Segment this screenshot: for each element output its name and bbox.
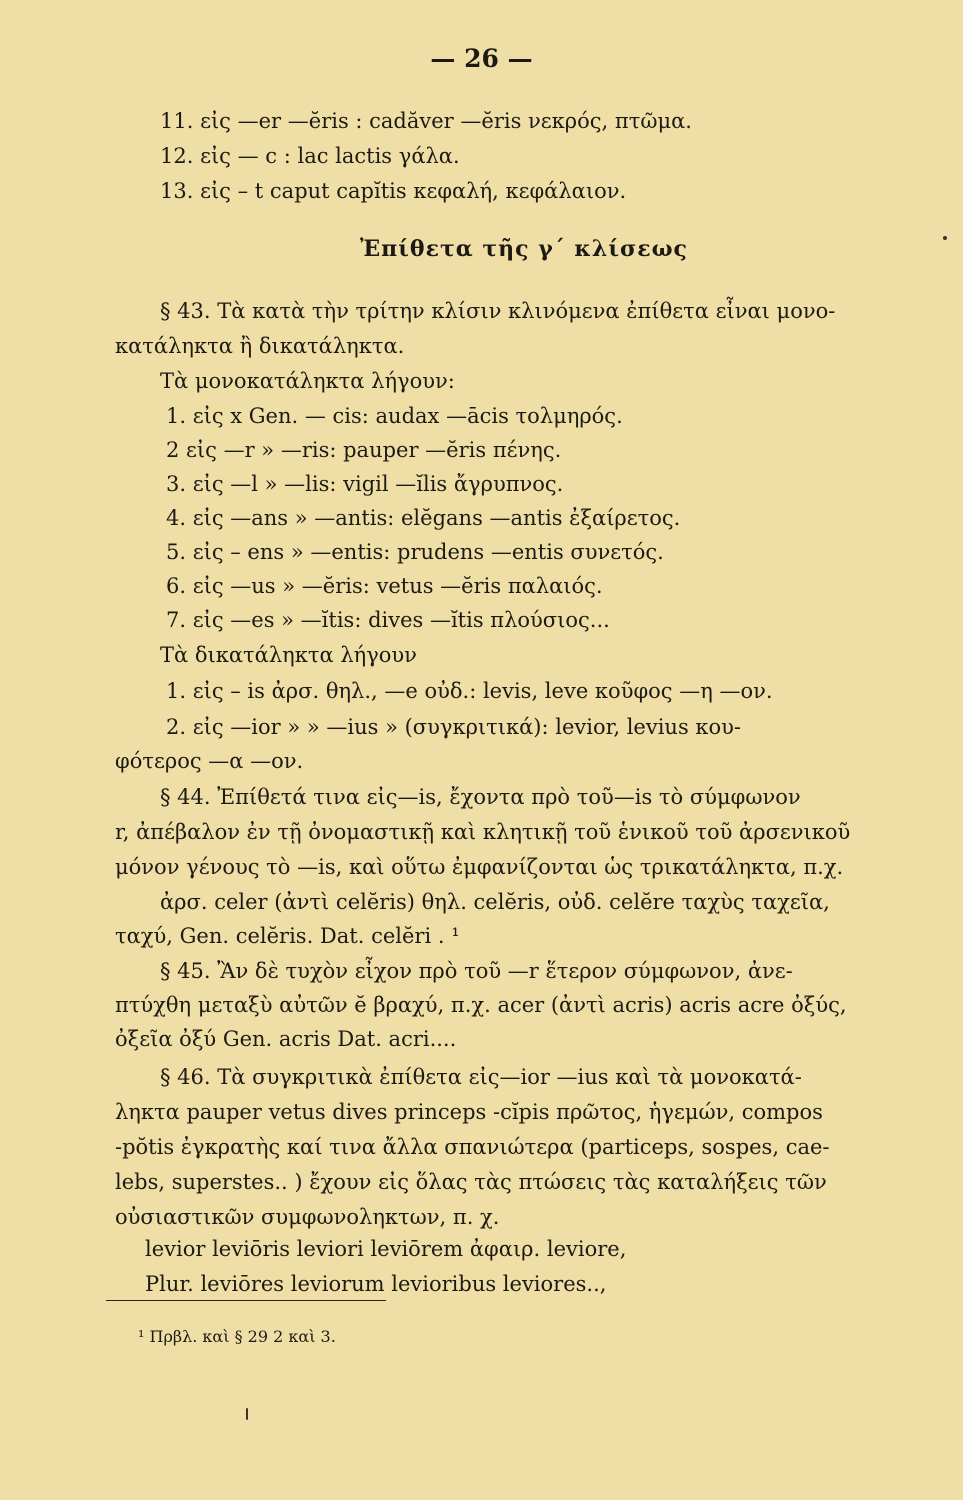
paragraph-45-line-2: πτύχθη μεταξὺ αὐτῶν ĕ βραχύ, π.χ. acer (ἀντὶ acris) acris acre ὀξύς,	[115, 993, 847, 1017]
footnote-divider	[106, 1300, 386, 1301]
paragraph-44-line-2: r, ἀπέβαλον ἐν τῇ ὀνομαστικῇ καὶ κλητικῇ τοῦ ἑνικοῦ τοῦ ἀρσενικοῦ	[115, 820, 851, 844]
list-item-9: 2. εἰς —ior » » —ius » (συγκριτικά): levior, levius κου-	[166, 715, 742, 739]
list-item-5: 5. εἰς – ens » —entis: prudens —entis συνετός.	[166, 540, 664, 564]
paragraph-46-line-3: -pŏtis ἐγκρατὴς καί τινα ἄλλα σπανιώτερα (particeps, sospes, cae-	[115, 1135, 830, 1159]
list-item-7: 7. εἰς —es » —ĭtis: dives —ĭtis πλούσιος...	[166, 608, 610, 632]
page-number: — 26 —	[430, 44, 533, 73]
text-line-5: § 43. Τὰ κατὰ τὴν τρίτην κλίσιν κλινόμενα ἐπίθετα εἶναι μονο-	[160, 299, 836, 323]
paragraph-44-line-4: ἀρσ. celer (ἀντὶ celĕris) θηλ. celĕris, οὐδ. celĕre ταχὺς ταχεῖα,	[160, 890, 830, 914]
paragraph-46-line-7: Plur. leviōres leviorum levioribus leviores..,	[145, 1272, 607, 1296]
ink-speck	[246, 1408, 248, 1420]
list-item-8: 1. εἰς – is ἀρσ. θηλ., —e οὐδ.: levis, leve κοῦφος —η —ον.	[166, 679, 773, 703]
text-line-18: φότερος —α —ον.	[115, 749, 304, 773]
paragraph-45-line-3: ὀξεῖα ὀξύ Gen. acris Dat. acri....	[115, 1027, 457, 1051]
paragraph-46-line-1: § 46. Τὰ συγκριτικὰ ἐπίθετα εἰς—ior —ius καὶ τὰ μονοκατά-	[160, 1065, 802, 1089]
text-line-1: 11. εἰς —er —ĕris : cadăver —ĕris νεκρός, πτῶμα.	[160, 109, 692, 133]
footnote: ¹ Πρβλ. καὶ § 29 2 καὶ 3.	[138, 1327, 336, 1346]
text-line-15: Τὰ δικατάληκτα λήγουν	[160, 643, 417, 667]
paragraph-44-line-3: μόνον γένους τὸ —is, καὶ οὕτω ἐμφανίζονται ὡς τρικατάληκτα, π.χ.	[115, 855, 844, 879]
text-line-7: Τὰ μονοκατάληκτα λήγουν:	[160, 369, 455, 393]
list-item-4: 4. εἰς —ans » —antis: elĕgans —antis ἐξαίρετος.	[166, 506, 681, 530]
paragraph-46-line-5: οὐσιαστικῶν συμφωνοληκτων, π. χ.	[115, 1205, 500, 1229]
paragraph-44-line-1: § 44. Ἐπίθετά τινα εἰς—is, ἔχοντα πρὸ τοῦ—is τὸ σύμφωνον	[160, 785, 801, 809]
list-item-1: 1. εἰς x Gen. — cis: audax —ācis τολμηρός.	[166, 404, 623, 428]
list-item-2: 2 εἰς —r » —ris: pauper —ĕris πένης.	[166, 438, 562, 462]
paragraph-46-line-4: lebs, superstes.. ) ἔχουν εἰς ὅλας τὰς πτώσεις τὰς καταλήξεις τῶν	[115, 1170, 827, 1194]
ink-speck	[943, 236, 947, 240]
paragraph-46-line-2: ληκτα pauper vetus dives princeps -cĭpis πρῶτος, ἡγεμών, compos	[115, 1100, 823, 1124]
section-heading: Ἐπίθετα τῆς γ΄ κλίσεως	[360, 236, 688, 262]
text-line-6: κατάληκτα ἢ δικατάληκτα.	[115, 334, 405, 358]
paragraph-44-line-5: ταχύ, Gen. celĕris. Dat. celĕri . ¹	[115, 924, 460, 948]
text-line-2: 12. εἰς — c : lac lactis γάλα.	[160, 144, 460, 168]
list-item-3: 3. εἰς —l » —lis: vigil —ĭlis ἄγρυπνος.	[166, 472, 564, 496]
text-line-3: 13. εἰς – t caput capĭtis κεφαλή, κεφάλαιον.	[160, 179, 627, 203]
list-item-6: 6. εἰς —us » —ĕris: vetus —ĕris παλαιός.	[166, 574, 603, 598]
paragraph-46-line-6: levior leviōris leviori leviōrem ἀφαιρ. leviore,	[145, 1237, 627, 1261]
paragraph-45-line-1: § 45. Ἂν δὲ τυχὸν εἶχον πρὸ τοῦ —r ἕτερον σύμφωνον, ἀνε-	[160, 959, 793, 983]
